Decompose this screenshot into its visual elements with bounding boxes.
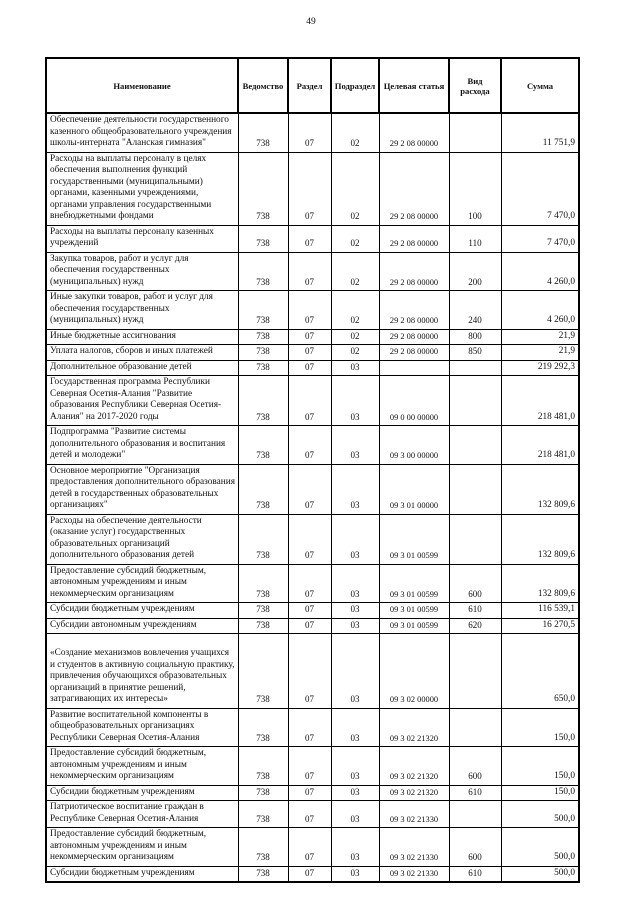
cell-podrazdel: 03	[331, 426, 379, 465]
table-row	[46, 618, 579, 634]
cell-target-article: 29 2 08 00000	[379, 345, 449, 361]
cell-target-article: 09 3 01 00599	[379, 564, 449, 603]
cell-name: Субсидии автономным учреждениям	[46, 618, 238, 634]
cell-sum: 4 260,0	[501, 291, 579, 330]
cell-sum: 132 809,6	[501, 564, 579, 603]
cell-vedomstvo: 738	[238, 113, 288, 152]
cell-name: Субсидии бюджетным учреждениям	[46, 785, 238, 801]
cell-podrazdel: 03	[331, 464, 379, 514]
cell-expense-type	[449, 464, 501, 514]
cell-target-article: 09 3 02 21330	[379, 801, 449, 828]
cell-name: «Создание механизмов вовлечения учащихся и студентов в активную социальную практику, привлечения обучающихся образовательных организаций в принятие решений, затрагивающих их интересы»	[46, 634, 238, 709]
cell-podrazdel: 02	[331, 252, 379, 291]
cell-sum: 218 481,0	[501, 426, 579, 465]
table-row	[46, 603, 579, 619]
cell-target-article: 09 3 00 00000	[379, 426, 449, 465]
cell-name: Расходы на выплаты персоналу в целях обеспечения выполнения функций государственными (муниципальными) органами, казенными учреждениями, органами управления государственными внебюджетными фондами	[46, 152, 238, 225]
table-row	[46, 376, 579, 426]
cell-podrazdel: 02	[331, 329, 379, 345]
cell-razdel: 07	[288, 152, 331, 225]
cell-sum: 11 751,9	[501, 113, 579, 152]
cell-name: Субсидии бюджетным учреждениям	[46, 603, 238, 619]
cell-vedomstvo: 738	[238, 252, 288, 291]
cell-vedomstvo: 738	[238, 376, 288, 426]
cell-podrazdel: 03	[331, 866, 379, 882]
cell-podrazdel: 03	[331, 603, 379, 619]
cell-vedomstvo: 738	[238, 564, 288, 603]
cell-name: Предоставление субсидий бюджетным, автономным учреждениям и иным некоммерческим организациям	[46, 564, 238, 603]
cell-podrazdel: 03	[331, 618, 379, 634]
cell-expense-type: 110	[449, 225, 501, 252]
table-row	[46, 708, 579, 747]
table-row	[46, 801, 579, 828]
table-body	[46, 113, 579, 882]
cell-sum: 500,0	[501, 828, 579, 867]
cell-name: Развитие воспитательной компоненты в общеобразовательных организациях Республики Северная Осетия-Алания	[46, 708, 238, 747]
cell-name: Предоставление субсидий бюджетным, автономным учреждениям и иным некоммерческим организациям	[46, 747, 238, 786]
cell-sum: 132 809,6	[501, 464, 579, 514]
cell-target-article: 29 2 08 00000	[379, 152, 449, 225]
cell-target-article: 09 0 00 00000	[379, 376, 449, 426]
table-row	[46, 225, 579, 252]
cell-razdel: 07	[288, 252, 331, 291]
cell-target-article: 09 3 02 21320	[379, 708, 449, 747]
cell-sum: 218 481,0	[501, 376, 579, 426]
col-header-expense-type: Вид расхода	[449, 58, 501, 113]
cell-name: Иные бюджетные ассигнования	[46, 329, 238, 345]
cell-razdel: 07	[288, 329, 331, 345]
cell-podrazdel: 03	[331, 634, 379, 709]
cell-podrazdel: 03	[331, 828, 379, 867]
cell-vedomstvo: 738	[238, 634, 288, 709]
table-row	[46, 747, 579, 786]
cell-expense-type: 850	[449, 345, 501, 361]
cell-sum: 219 292,3	[501, 360, 579, 376]
cell-podrazdel: 03	[331, 747, 379, 786]
cell-name: Расходы на выплаты персоналу казенных учреждений	[46, 225, 238, 252]
cell-podrazdel: 03	[331, 564, 379, 603]
cell-expense-type: 610	[449, 866, 501, 882]
cell-sum: 4 260,0	[501, 252, 579, 291]
cell-target-article: 09 3 02 21320	[379, 747, 449, 786]
cell-vedomstvo: 738	[238, 828, 288, 867]
cell-razdel: 07	[288, 514, 331, 564]
cell-expense-type: 600	[449, 828, 501, 867]
cell-razdel: 07	[288, 345, 331, 361]
cell-target-article: 29 2 08 00000	[379, 252, 449, 291]
cell-name: Уплата налогов, сборов и иных платежей	[46, 345, 238, 361]
col-header-target-article: Целевая статья	[379, 58, 449, 113]
cell-target-article: 09 3 01 00599	[379, 618, 449, 634]
table-row	[46, 252, 579, 291]
cell-name: Подпрограмма "Развитие системы дополнительного образования и воспитания детей и молодежи"	[46, 426, 238, 465]
table-header	[46, 58, 579, 113]
cell-name: Государственная программа Республики Северная Осетия-Алания "Развитие образования Республики Северная Осетия-Алания" на 2017-2020 годы	[46, 376, 238, 426]
cell-vedomstvo: 738	[238, 329, 288, 345]
cell-vedomstvo: 738	[238, 345, 288, 361]
cell-vedomstvo: 738	[238, 603, 288, 619]
table-row	[46, 866, 579, 882]
cell-vedomstvo: 738	[238, 801, 288, 828]
cell-razdel: 07	[288, 866, 331, 882]
cell-razdel: 07	[288, 603, 331, 619]
cell-vedomstvo: 738	[238, 152, 288, 225]
cell-target-article: 29 2 08 00000	[379, 291, 449, 330]
cell-podrazdel: 02	[331, 152, 379, 225]
cell-target-article	[379, 360, 449, 376]
cell-sum: 150,0	[501, 747, 579, 786]
cell-name: Закупка товаров, работ и услуг для обеспечения государственных (муниципальных) нужд	[46, 252, 238, 291]
table-row	[46, 113, 579, 152]
cell-sum: 650,0	[501, 634, 579, 709]
cell-podrazdel: 03	[331, 801, 379, 828]
cell-podrazdel: 02	[331, 291, 379, 330]
table-row	[46, 828, 579, 867]
cell-expense-type	[449, 113, 501, 152]
cell-razdel: 07	[288, 113, 331, 152]
cell-expense-type	[449, 708, 501, 747]
cell-expense-type: 100	[449, 152, 501, 225]
cell-podrazdel: 03	[331, 514, 379, 564]
col-header-podrazdel: Подраздел	[331, 58, 379, 113]
cell-vedomstvo: 738	[238, 464, 288, 514]
col-header-vedomstvo: Ведомство	[238, 58, 288, 113]
cell-name: Основное мероприятие "Организация предоставления дополнительного образования детей в государственных образовательных организациях"	[46, 464, 238, 514]
table-row	[46, 464, 579, 514]
cell-sum: 7 470,0	[501, 225, 579, 252]
table-row	[46, 152, 579, 225]
table-row	[46, 634, 579, 709]
cell-sum: 132 809,6	[501, 514, 579, 564]
cell-sum: 21,9	[501, 329, 579, 345]
cell-podrazdel: 02	[331, 113, 379, 152]
budget-table	[45, 57, 580, 883]
table-row	[46, 360, 579, 376]
cell-vedomstvo: 738	[238, 291, 288, 330]
col-header-razdel: Раздел	[288, 58, 331, 113]
cell-expense-type: 620	[449, 618, 501, 634]
table-row	[46, 291, 579, 330]
cell-podrazdel: 02	[331, 345, 379, 361]
cell-vedomstvo: 738	[238, 866, 288, 882]
cell-razdel: 07	[288, 426, 331, 465]
cell-expense-type	[449, 360, 501, 376]
cell-name: Предоставление субсидий бюджетным, автономным учреждениям и иным некоммерческим организациям	[46, 828, 238, 867]
cell-podrazdel: 03	[331, 360, 379, 376]
cell-vedomstvo: 738	[238, 426, 288, 465]
table-row	[46, 514, 579, 564]
cell-razdel: 07	[288, 225, 331, 252]
cell-expense-type: 200	[449, 252, 501, 291]
cell-expense-type: 600	[449, 747, 501, 786]
cell-expense-type	[449, 426, 501, 465]
cell-sum: 500,0	[501, 866, 579, 882]
cell-razdel: 07	[288, 708, 331, 747]
cell-razdel: 07	[288, 376, 331, 426]
cell-target-article: 09 3 02 21330	[379, 828, 449, 867]
cell-vedomstvo: 738	[238, 360, 288, 376]
cell-razdel: 07	[288, 801, 331, 828]
table-row	[46, 564, 579, 603]
cell-name: Иные закупки товаров, работ и услуг для обеспечения государственных (муниципальных) нужд	[46, 291, 238, 330]
cell-vedomstvo: 738	[238, 225, 288, 252]
cell-sum: 150,0	[501, 785, 579, 801]
cell-vedomstvo: 738	[238, 708, 288, 747]
cell-razdel: 07	[288, 618, 331, 634]
page-number: 49	[306, 17, 316, 27]
cell-sum: 7 470,0	[501, 152, 579, 225]
cell-razdel: 07	[288, 564, 331, 603]
cell-expense-type: 600	[449, 564, 501, 603]
col-header-sum: Сумма	[501, 58, 579, 113]
cell-expense-type	[449, 801, 501, 828]
cell-razdel: 07	[288, 785, 331, 801]
cell-expense-type	[449, 376, 501, 426]
table-row	[46, 785, 579, 801]
cell-expense-type: 610	[449, 603, 501, 619]
table-row	[46, 329, 579, 345]
cell-podrazdel: 03	[331, 376, 379, 426]
cell-expense-type	[449, 514, 501, 564]
cell-target-article: 09 3 01 00599	[379, 514, 449, 564]
col-header-name: Наименование	[46, 58, 238, 113]
cell-sum: 116 539,1	[501, 603, 579, 619]
cell-sum: 16 270,5	[501, 618, 579, 634]
cell-name: Обеспечение деятельности государственного казенного общеобразовательного учреждения школы-интерната "Аланская гимназия"	[46, 113, 238, 152]
cell-expense-type: 240	[449, 291, 501, 330]
cell-podrazdel: 03	[331, 785, 379, 801]
cell-expense-type: 800	[449, 329, 501, 345]
cell-sum: 500,0	[501, 801, 579, 828]
cell-target-article: 09 3 01 00599	[379, 603, 449, 619]
cell-target-article: 09 3 01 00000	[379, 464, 449, 514]
cell-target-article: 29 2 08 00000	[379, 225, 449, 252]
header-row	[46, 58, 579, 113]
cell-sum: 21,9	[501, 345, 579, 361]
table-row	[46, 426, 579, 465]
cell-vedomstvo: 738	[238, 785, 288, 801]
cell-target-article: 09 3 02 21330	[379, 866, 449, 882]
cell-expense-type	[449, 634, 501, 709]
cell-razdel: 07	[288, 828, 331, 867]
cell-vedomstvo: 738	[238, 618, 288, 634]
cell-podrazdel: 02	[331, 225, 379, 252]
cell-name: Расходы на обеспечение деятельности (оказание услуг) государственных образовательных организаций дополнительного образования детей	[46, 514, 238, 564]
cell-target-article: 09 3 02 00000	[379, 634, 449, 709]
cell-vedomstvo: 738	[238, 514, 288, 564]
cell-razdel: 07	[288, 464, 331, 514]
cell-target-article: 09 3 02 21320	[379, 785, 449, 801]
cell-name: Субсидии бюджетным учреждениям	[46, 866, 238, 882]
cell-name: Патриотическое воспитание граждан в Республике Северная Осетия-Алания	[46, 801, 238, 828]
cell-target-article: 29 2 08 00000	[379, 113, 449, 152]
cell-name: Дополнительное образование детей	[46, 360, 238, 376]
cell-target-article: 29 2 08 00000	[379, 329, 449, 345]
cell-expense-type: 610	[449, 785, 501, 801]
cell-sum: 150,0	[501, 708, 579, 747]
cell-vedomstvo: 738	[238, 747, 288, 786]
cell-podrazdel: 03	[331, 708, 379, 747]
cell-razdel: 07	[288, 360, 331, 376]
cell-razdel: 07	[288, 747, 331, 786]
cell-razdel: 07	[288, 634, 331, 709]
table-row	[46, 345, 579, 361]
cell-razdel: 07	[288, 291, 331, 330]
